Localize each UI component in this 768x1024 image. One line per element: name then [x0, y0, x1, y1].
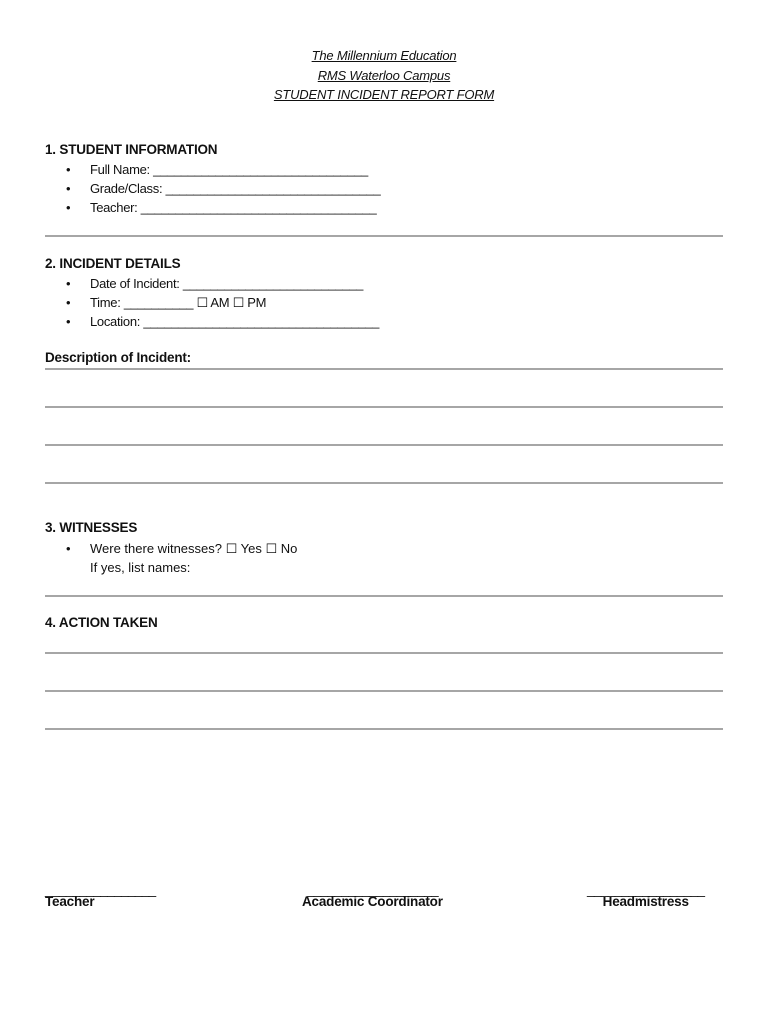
- full-name-field: • Full Name: _______________________________: [45, 160, 380, 179]
- location-field: • Location: __________________________________: [45, 312, 379, 331]
- witnesses-question: • Were there witnesses? ☐ Yes ☐ No: [45, 539, 297, 558]
- divider: [45, 235, 723, 237]
- description-of-incident-label: Description of Incident:: [45, 350, 191, 365]
- witnesses-list: [45, 539, 297, 558]
- action-line: [45, 690, 723, 692]
- divider: [45, 595, 723, 597]
- signature-line: _________________: [587, 882, 705, 897]
- section-student-information-title: 1. STUDENT INFORMATION: [45, 142, 218, 157]
- signature-academic-coordinator: [302, 882, 443, 909]
- action-line: [45, 728, 723, 730]
- witness-names-prompt: If yes, list names:: [90, 560, 191, 575]
- date-of-incident-field: • Date of Incident: __________________________: [45, 274, 379, 293]
- form-header: [0, 46, 768, 105]
- section-incident-details-title: 2. INCIDENT DETAILS: [45, 256, 181, 271]
- description-line: [45, 368, 723, 370]
- form-title: STUDENT INCIDENT REPORT FORM: [273, 87, 495, 102]
- teacher-field: • Teacher: __________________________________: [45, 198, 380, 217]
- student-information-list: [45, 160, 380, 217]
- section-action-taken-title: 4. ACTION TAKEN: [45, 615, 158, 630]
- campus-name: RMS Waterloo Campus: [317, 67, 451, 83]
- org-name: The Millennium Education: [311, 48, 457, 63]
- signature-coordinator-label: Academic Coordinator: [302, 894, 443, 909]
- signature-teacher: [45, 882, 156, 909]
- incident-details-list: [45, 274, 379, 331]
- description-line: [45, 406, 723, 408]
- signature-headmistress: [587, 882, 704, 909]
- description-line: [45, 482, 723, 484]
- signature-headmistress-label: Headmistress: [602, 894, 689, 909]
- signature-line: ___________________: [306, 882, 439, 897]
- description-line: [45, 444, 723, 446]
- signature-line: ________________: [45, 882, 156, 897]
- grade-class-field: • Grade/Class: _______________________________: [45, 179, 380, 198]
- section-witnesses-title: 3. WITNESSES: [45, 520, 138, 535]
- time-field: • Time: __________ ☐ AM ☐ PM: [45, 293, 379, 312]
- action-line: [45, 652, 723, 654]
- signature-teacher-label: Teacher: [45, 894, 95, 909]
